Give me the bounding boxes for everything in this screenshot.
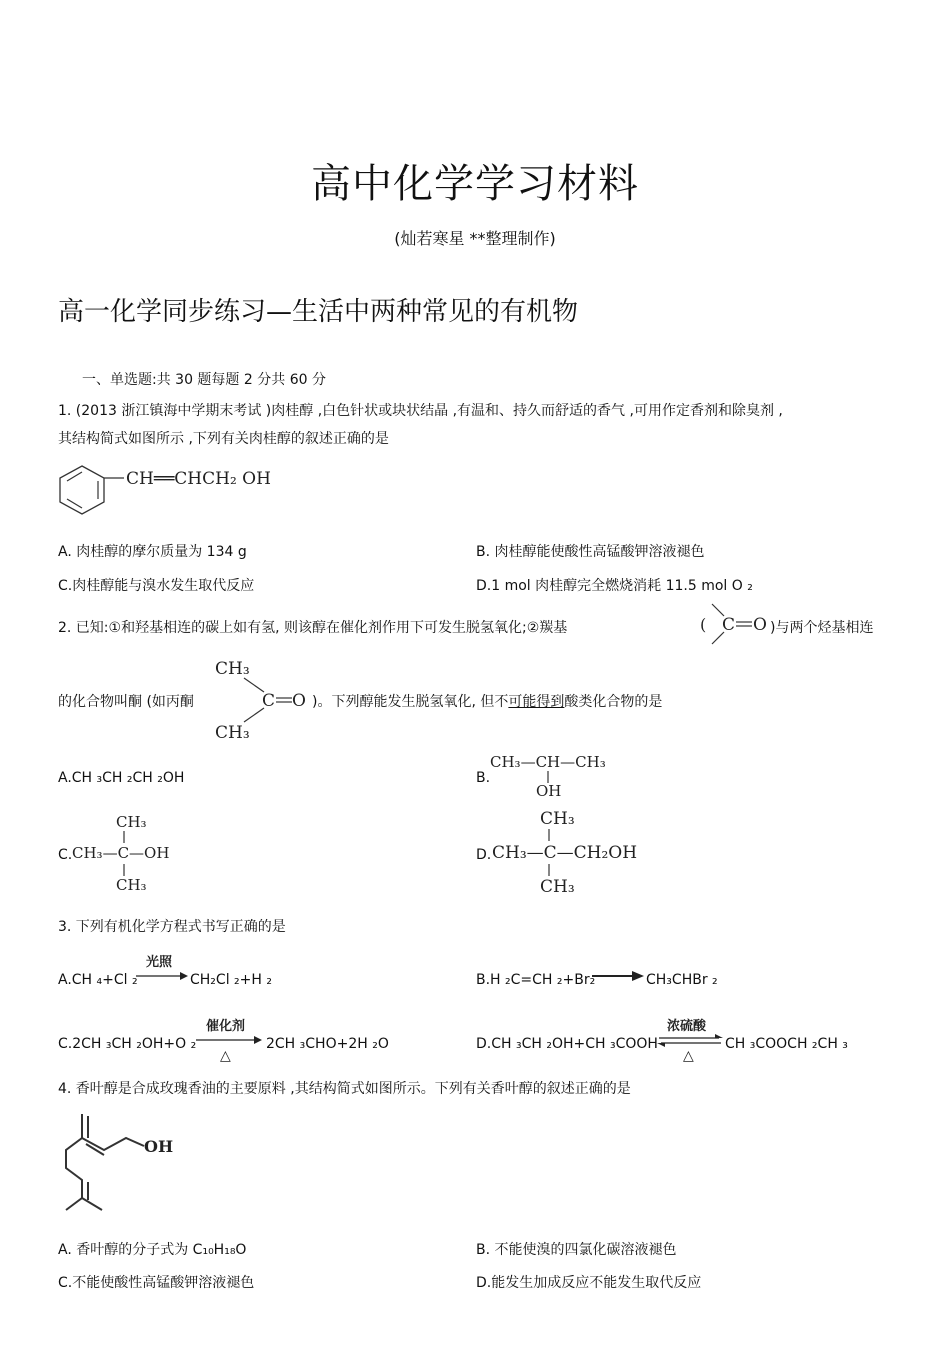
q3-option-b-right: CH₃CHBr ₂ xyxy=(646,972,718,988)
carbonyl-group-structure xyxy=(700,600,770,648)
q2-stem-line2-start: 的化合物叫酮 (如丙酮 xyxy=(58,694,194,710)
q2-stem-line2-mid: )。下列醇能发生脱氢氧化, 但不 xyxy=(312,694,509,710)
q2-option-c-label[interactable]: C. xyxy=(58,847,73,863)
q3-option-b-left[interactable]: B.H ₂C=CH ₂+Br₂ xyxy=(476,972,596,988)
q2d-chain: CH₃—C—CH₂OH xyxy=(492,843,638,863)
q2-stem-line2-end: 酸类化合物的是 xyxy=(564,694,663,710)
isopropanol-structure xyxy=(488,750,618,800)
q3d-equilibrium-arrow xyxy=(657,1016,725,1064)
acetone-ch3-top: CH₃ xyxy=(215,659,250,679)
q2-stem-underlined: 可能得到 xyxy=(508,694,565,710)
q1-option-a[interactable]: A. 肉桂醇的摩尔质量为 134 g xyxy=(58,544,247,560)
q2-option-b-label[interactable]: B. xyxy=(476,770,491,786)
q2b-chain: CH₃—CH—CH₃ xyxy=(490,753,606,771)
q1-option-c[interactable]: C.肉桂醇能与溴水发生取代反应 xyxy=(58,578,255,594)
geraniol-oh-label: OH xyxy=(144,1137,174,1156)
q2d-ch3-bottom: CH₃ xyxy=(540,877,575,897)
q3-option-c-right: 2CH ₃CHO+2H ₂O xyxy=(266,1036,389,1052)
q2c-ch3-bottom: CH₃ xyxy=(116,876,147,894)
q3-option-d-left[interactable]: D.CH ₃CH ₂OH+CH ₃COOH xyxy=(476,1036,658,1052)
tert-butanol-structure xyxy=(70,810,180,896)
acetone-oxygen-label: O xyxy=(292,691,306,711)
q3d-heat: △ xyxy=(683,1048,694,1064)
page-subtitle: (灿若寒星 **整理制作) xyxy=(394,229,556,248)
section-heading: 高一化学同步练习—生活中两种常见的有机物 xyxy=(58,297,579,327)
q4-option-a[interactable]: A. 香叶醇的分子式为 C₁₀H₁₈O xyxy=(58,1242,247,1258)
q3c-heat: △ xyxy=(220,1048,231,1064)
q3c-condition: 催化剂 xyxy=(206,1019,246,1034)
neopentyl-alcohol-structure xyxy=(490,806,640,898)
q2d-ch3-top: CH₃ xyxy=(540,809,575,829)
geraniol-structure xyxy=(56,1106,186,1222)
section-instructions: 一、单选题:共 30 题每题 2 分共 60 分 xyxy=(82,372,326,388)
acetone-structure xyxy=(212,652,312,744)
q3-option-d-right: CH ₃COOCH ₂CH ₃ xyxy=(725,1036,848,1052)
q3d-condition: 浓硫酸 xyxy=(667,1019,707,1034)
carbonyl-carbon-label: C xyxy=(722,615,736,635)
q3a-arrow xyxy=(134,952,190,984)
q1-stem-line2: 其结构简式如图所示 ,下列有关肉桂醇的叙述正确的是 xyxy=(58,431,389,447)
q1-struct-label: CH══CHCH₂ OH xyxy=(126,469,271,489)
q3-stem: 3. 下列有机化学方程式书写正确的是 xyxy=(58,919,286,935)
q2c-ch3-top: CH₃ xyxy=(116,813,147,831)
q1-option-b[interactable]: B. 肉桂醇能使酸性高锰酸钾溶液褪色 xyxy=(476,544,705,560)
q2c-chain: CH₃—C—OH xyxy=(72,844,170,862)
q4-option-b[interactable]: B. 不能使溴的四氯化碳溶液褪色 xyxy=(476,1242,677,1258)
q1-stem-line1: 1. (2013 浙江镇海中学期末考试 )肉桂醇 ,白色针状或块状结晶 ,有温和、持久而舒适的香气 ,可用作定香剂和除臭剂 , xyxy=(58,403,783,419)
q4-option-d[interactable]: D.能发生加成反应不能发生取代反应 xyxy=(476,1275,702,1291)
q4-stem: 4. 香叶醇是合成玫瑰香油的主要原料 ,其结构简式如图所示。下列有关香叶醇的叙述正确的是 xyxy=(58,1081,631,1097)
acetone-carbon-label: C xyxy=(262,691,276,711)
q2b-oh: OH xyxy=(536,782,562,800)
page-title: 高中化学学习材料 xyxy=(311,161,639,207)
q2-stem-line1: 2. 已知:①和羟基相连的碳上如有氢, 则该醇在催化剂作用下可发生脱氢氧化;②羰基 xyxy=(58,620,568,636)
acetone-ch3-bottom: CH₃ xyxy=(215,723,250,743)
q3-option-c-left[interactable]: C.2CH ₃CH ₂OH+O ₂ xyxy=(58,1036,197,1052)
q3-option-a-right: CH₂Cl ₂+H ₂ xyxy=(190,972,272,988)
q1-option-d[interactable]: D.1 mol 肉桂醇完全燃烧消耗 11.5 mol O ₂ xyxy=(476,578,753,594)
q2-stem-line2 xyxy=(312,691,662,711)
q3c-arrow xyxy=(194,1016,264,1064)
q3b-arrow xyxy=(590,966,646,986)
svg-text:(: ( xyxy=(700,615,707,634)
q2-option-d-label[interactable]: D. xyxy=(476,847,492,863)
q3a-condition: 光照 xyxy=(146,955,173,970)
q4-option-c[interactable]: C.不能使酸性高锰酸钾溶液褪色 xyxy=(58,1275,255,1291)
cinnamyl-alcohol-structure xyxy=(56,458,286,524)
q2-stem-line1-end: )与两个烃基相连 xyxy=(770,620,874,636)
carbonyl-oxygen-label: O xyxy=(753,615,767,635)
q2-option-a[interactable]: A.CH ₃CH ₂CH ₂OH xyxy=(58,770,185,786)
q3-option-a-left[interactable]: A.CH ₄+Cl ₂ xyxy=(58,972,138,988)
